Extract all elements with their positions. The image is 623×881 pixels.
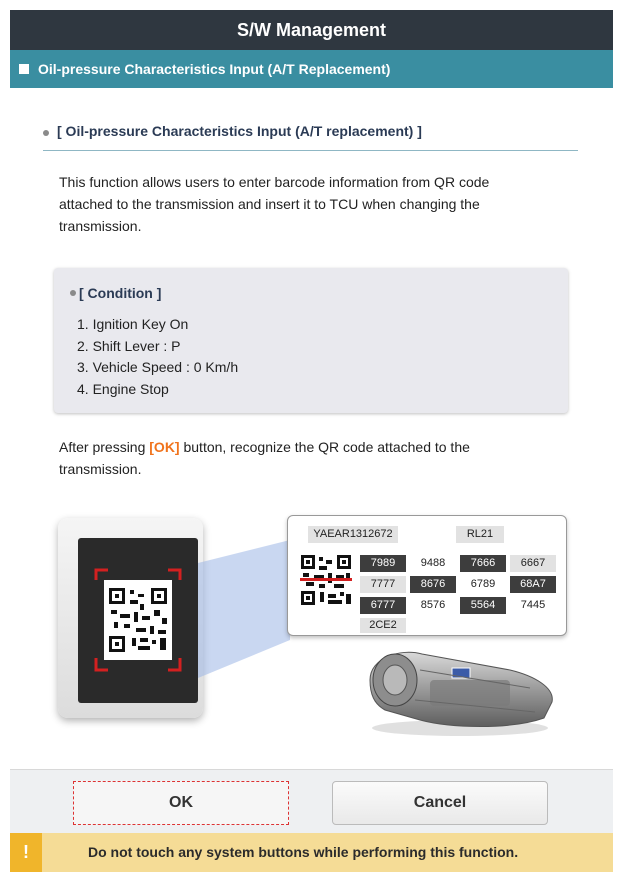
instruction-prefix: After pressing (59, 439, 150, 455)
label-cell: 7989 (360, 555, 406, 572)
function-description (59, 171, 559, 237)
label-cell: 6777 (360, 597, 406, 614)
description-line: This function allows users to enter barcode information from QR code (59, 174, 490, 190)
button-bar (10, 769, 613, 834)
transmission-image (360, 640, 560, 740)
square-bullet-icon (19, 64, 29, 74)
warning-bar (10, 833, 613, 872)
section-heading (43, 123, 578, 151)
qr-viewfinder-icon (78, 538, 198, 703)
label-cell: 6667 (510, 555, 556, 572)
dialog (10, 10, 613, 872)
instruction-text (59, 436, 579, 480)
label-cell: 9488 (410, 555, 456, 572)
qr-label-callout (287, 515, 567, 636)
scan-beam-graphic (198, 528, 298, 718)
label-cell: 6789 (460, 576, 506, 593)
label-id: YAEAR1312672 (308, 526, 398, 543)
window-title: S/W Management (10, 10, 613, 50)
ok-button[interactable]: OK (73, 781, 289, 825)
condition-item: 3. Vehicle Speed : 0 Km/h (77, 359, 239, 375)
cancel-button[interactable]: Cancel (332, 781, 548, 825)
bullet-icon (43, 130, 49, 136)
tablet-screen (78, 538, 198, 703)
subheader (10, 50, 613, 88)
warning-text: Do not touch any system buttons while performing this function. (88, 844, 519, 860)
subheader-title: Oil-pressure Characteristics Input (A/T Replacement) (38, 61, 391, 77)
condition-box (54, 268, 568, 413)
condition-title: [ Condition ] (79, 285, 162, 301)
instruction-suffix-2: transmission. (59, 461, 142, 477)
qr-code-icon (300, 554, 352, 606)
label-cell: 8676 (410, 576, 456, 593)
label-cell: 5564 (460, 597, 506, 614)
label-cell: 7666 (460, 555, 506, 572)
label-cell: 8576 (410, 597, 456, 614)
label-cell: 68A7 (510, 576, 556, 593)
condition-item: 4. Engine Stop (77, 380, 169, 397)
tablet-image (58, 518, 203, 718)
bullet-icon (70, 290, 76, 296)
condition-list (77, 314, 238, 400)
condition-item: 2. Shift Lever : P (77, 337, 181, 354)
ok-highlight: [OK] (149, 439, 180, 455)
warning-icon: ! (10, 833, 42, 872)
description-line: transmission. (59, 218, 142, 234)
condition-item: 1. Ignition Key On (77, 316, 189, 332)
label-model: RL21 (456, 526, 504, 543)
label-footer: 2CE2 (360, 618, 406, 633)
qr-scan-illustration (50, 508, 570, 748)
label-cell: 7445 (510, 597, 556, 614)
section-title: [ Oil-pressure Characteristics Input (A/T replacement) ] (57, 123, 422, 139)
instruction-suffix: button, recognize the QR code attached to the (179, 439, 470, 455)
label-cell: 7777 (360, 576, 406, 593)
description-line: attached to the transmission and insert it to TCU when changing the (59, 196, 480, 212)
